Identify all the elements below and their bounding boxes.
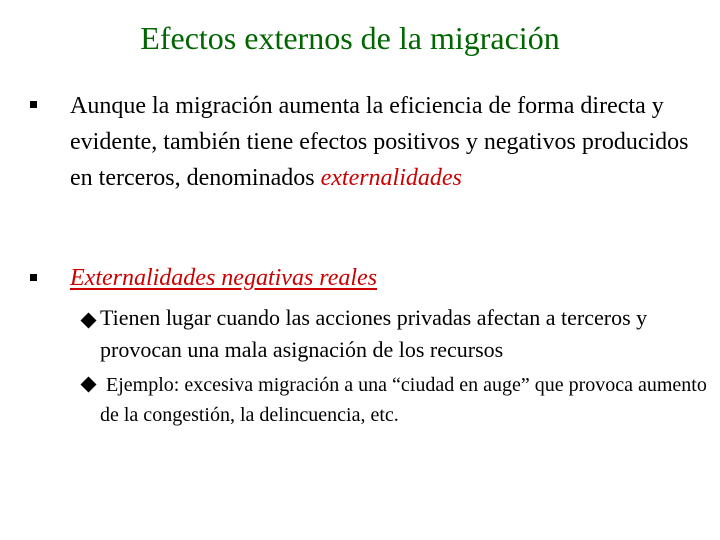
sub-bullet-2-body: excesiva migración a una “ciudad en auge” que provoca aumento de la congestión, la delincuencia, etc. <box>100 374 707 426</box>
sub-bullet-1-body: lugar cuando las acciones privadas afectan a terceros y provocan una mala asignación de los recursos <box>100 305 648 362</box>
diamond-bullet-icon <box>80 312 97 329</box>
bullet-1-body: Aunque la migración aumenta la eficiencia de forma directa y evidente, también tiene efectos positivos y negativos producidos en terceros, denominados <box>70 93 689 191</box>
bullet-marker <box>30 274 37 281</box>
sub-bullet-2-text <box>100 370 710 430</box>
bullet-1-text <box>70 88 710 196</box>
sub-bullet-1-lead: Tienen <box>100 305 161 330</box>
diamond-bullet-icon <box>80 376 97 393</box>
section-heading: Externalidades negativas reales <box>70 265 378 291</box>
bullet-marker <box>30 101 37 108</box>
sub-bullet-1-text <box>100 302 710 366</box>
slide-title: Efectos externos de la migración <box>140 20 560 56</box>
sub-bullet-2-lead: Ejemplo: <box>106 374 180 396</box>
externalidades-term: externalidades <box>320 165 462 191</box>
bullet-2-heading <box>70 260 710 296</box>
